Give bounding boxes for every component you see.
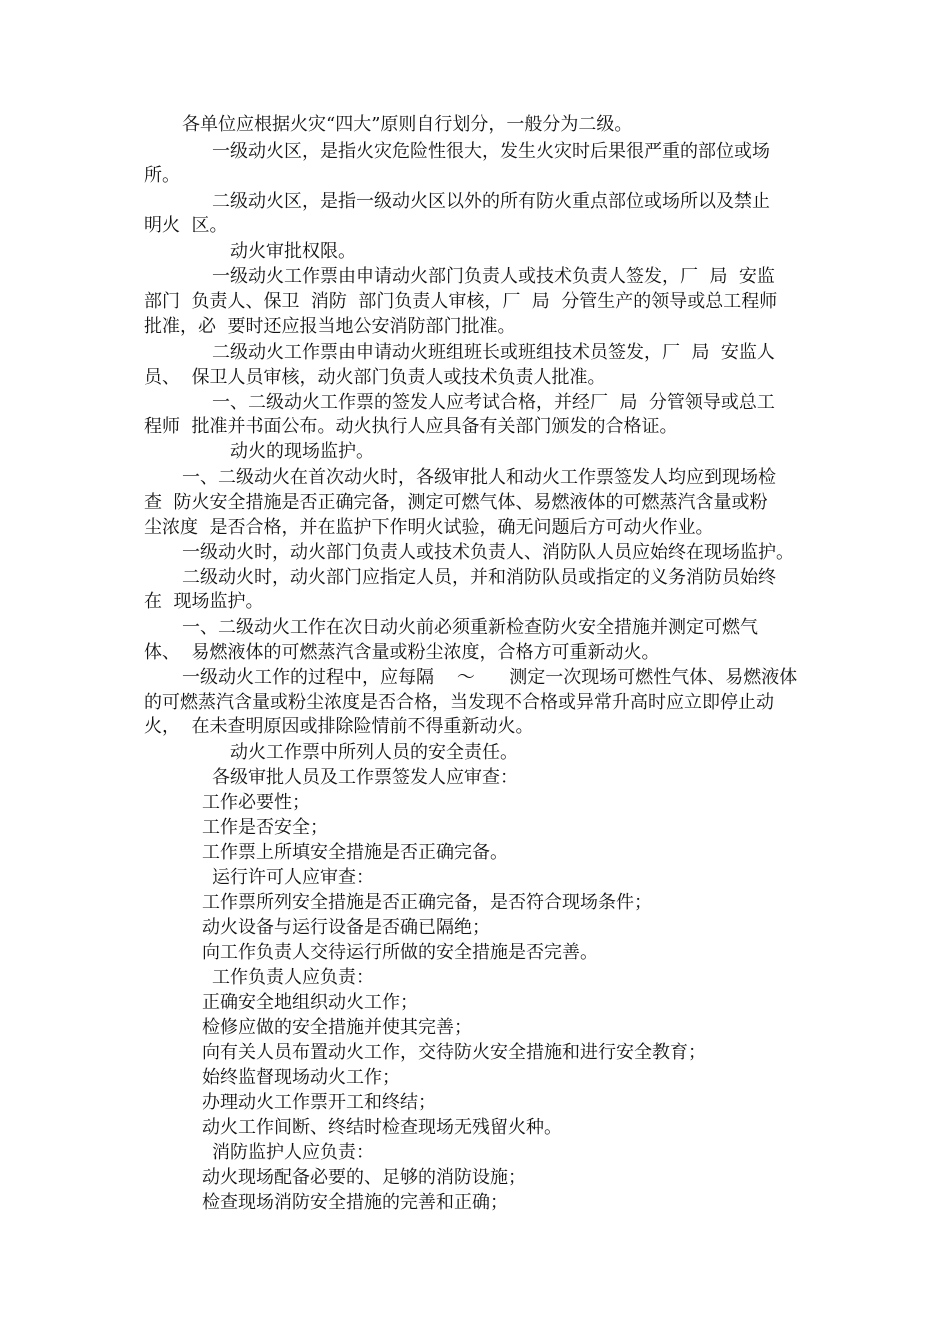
list-item: 工作是否安全；: [202, 817, 328, 838]
list-item: 始终监督现场动火工作；: [202, 1067, 400, 1088]
subsection-heading: 工作负责人应负责：: [212, 967, 374, 988]
paragraph-line: 一、二级动火工作在次日动火前必须重新检查防火安全措施并测定可燃气: [182, 617, 758, 638]
subsection-heading: 消防监护人应负责：: [212, 1142, 374, 1163]
section-heading: 动火的现场监护。: [230, 441, 374, 462]
list-item: 工作票上所填安全措施是否正确完备。: [202, 842, 508, 863]
paragraph-line: 的可燃蒸汽含量或粉尘浓度是否合格，当发现不合格或异常升高时应立即停止动: [144, 692, 774, 713]
paragraph-line: 明火 区。: [144, 215, 228, 236]
paragraph-line: 批准，必 要时还应报当地公安消防部门批准。: [144, 316, 516, 337]
paragraph-line: 一级动火工作的过程中，应每隔 ～ 测定一次现场可燃性气体、易燃液体: [182, 667, 798, 688]
paragraph-line: 程师 批准并书面公布。动火执行人应具备有关部门颁发的合格证。: [144, 416, 678, 437]
list-item: 正确安全地组织动火工作；: [202, 992, 418, 1013]
paragraph-line: 一级动火区，是指火灾危险性很大，发生火灾时后果很严重的部位或场: [212, 141, 770, 162]
paragraph-line: 部门 负责人、保卫 消防 部门负责人审核，厂 局 分管生产的领导或总工程师: [144, 291, 778, 312]
list-item: 工作必要性；: [202, 792, 310, 813]
paragraph-line: 一级动火时，动火部门负责人或技术负责人、消防队人员应始终在现场监护。: [182, 542, 794, 563]
subsection-heading: 各级审批人员及工作票签发人应审查：: [212, 767, 518, 788]
subsection-heading: 运行许可人应审查：: [212, 867, 374, 888]
section-heading: 动火工作票中所列人员的安全责任。: [230, 742, 518, 763]
list-item: 检修应做的安全措施并使其完善；: [202, 1017, 472, 1038]
list-item: 动火设备与运行设备是否确已隔绝；: [202, 917, 490, 938]
paragraph-line: 尘浓度 是否合格，并在监护下作明火试验，确无问题后方可动火作业。: [144, 517, 714, 538]
paragraph-line: 查 防火安全措施是否正确完备，测定可燃气体、易燃液体的可燃蒸汽含量或粉: [144, 492, 768, 513]
paragraph-line: 体、 易燃液体的可燃蒸汽含量或粉尘浓度，合格方可重新动火。: [144, 642, 660, 663]
list-item: 动火工作间断、终结时检查现场无残留火种。: [202, 1117, 562, 1138]
paragraph-line: 各单位应根据火灾“四大”原则自行划分，一般分为二级。: [182, 114, 633, 135]
paragraph-line: 在 现场监护。: [144, 591, 264, 612]
paragraph-line: 二级动火区，是指一级动火区以外的所有防火重点部位或场所以及禁止: [212, 191, 770, 212]
list-item: 检查现场消防安全措施的完善和正确；: [202, 1192, 508, 1213]
paragraph-line: 一、二级动火在首次动火时，各级审批人和动火工作票签发人均应到现场检: [182, 467, 776, 488]
list-item: 工作票所列安全措施是否正确完备，是否符合现场条件；: [202, 892, 652, 913]
paragraph-line: 火， 在未查明原因或排除险情前不得重新动火。: [144, 716, 534, 737]
list-item: 办理动火工作票开工和终结；: [202, 1092, 436, 1113]
paragraph-line: 二级动火时，动火部门应指定人员，并和消防队员或指定的义务消防员始终: [182, 567, 776, 588]
list-item: 向有关人员布置动火工作，交待防火安全措施和进行安全教育；: [202, 1042, 706, 1063]
list-item: 动火现场配备必要的、足够的消防设施；: [202, 1167, 526, 1188]
list-item: 向工作负责人交待运行所做的安全措施是否完善。: [202, 942, 598, 963]
paragraph-line: 二级动火工作票由申请动火班组班长或班组技术员签发，厂 局 安监人: [212, 342, 775, 363]
paragraph-line: 所。: [144, 165, 180, 186]
paragraph-line: 员、 保卫人员审核，动火部门负责人或技术负责人批准。: [144, 367, 606, 388]
paragraph-line: 一、二级动火工作票的签发人应考试合格，并经厂 局 分管领导或总工: [212, 392, 775, 413]
paragraph-line: 一级动火工作票由申请动火部门负责人或技术负责人签发，厂 局 安监: [212, 266, 775, 287]
section-heading: 动火审批权限。: [230, 241, 356, 262]
